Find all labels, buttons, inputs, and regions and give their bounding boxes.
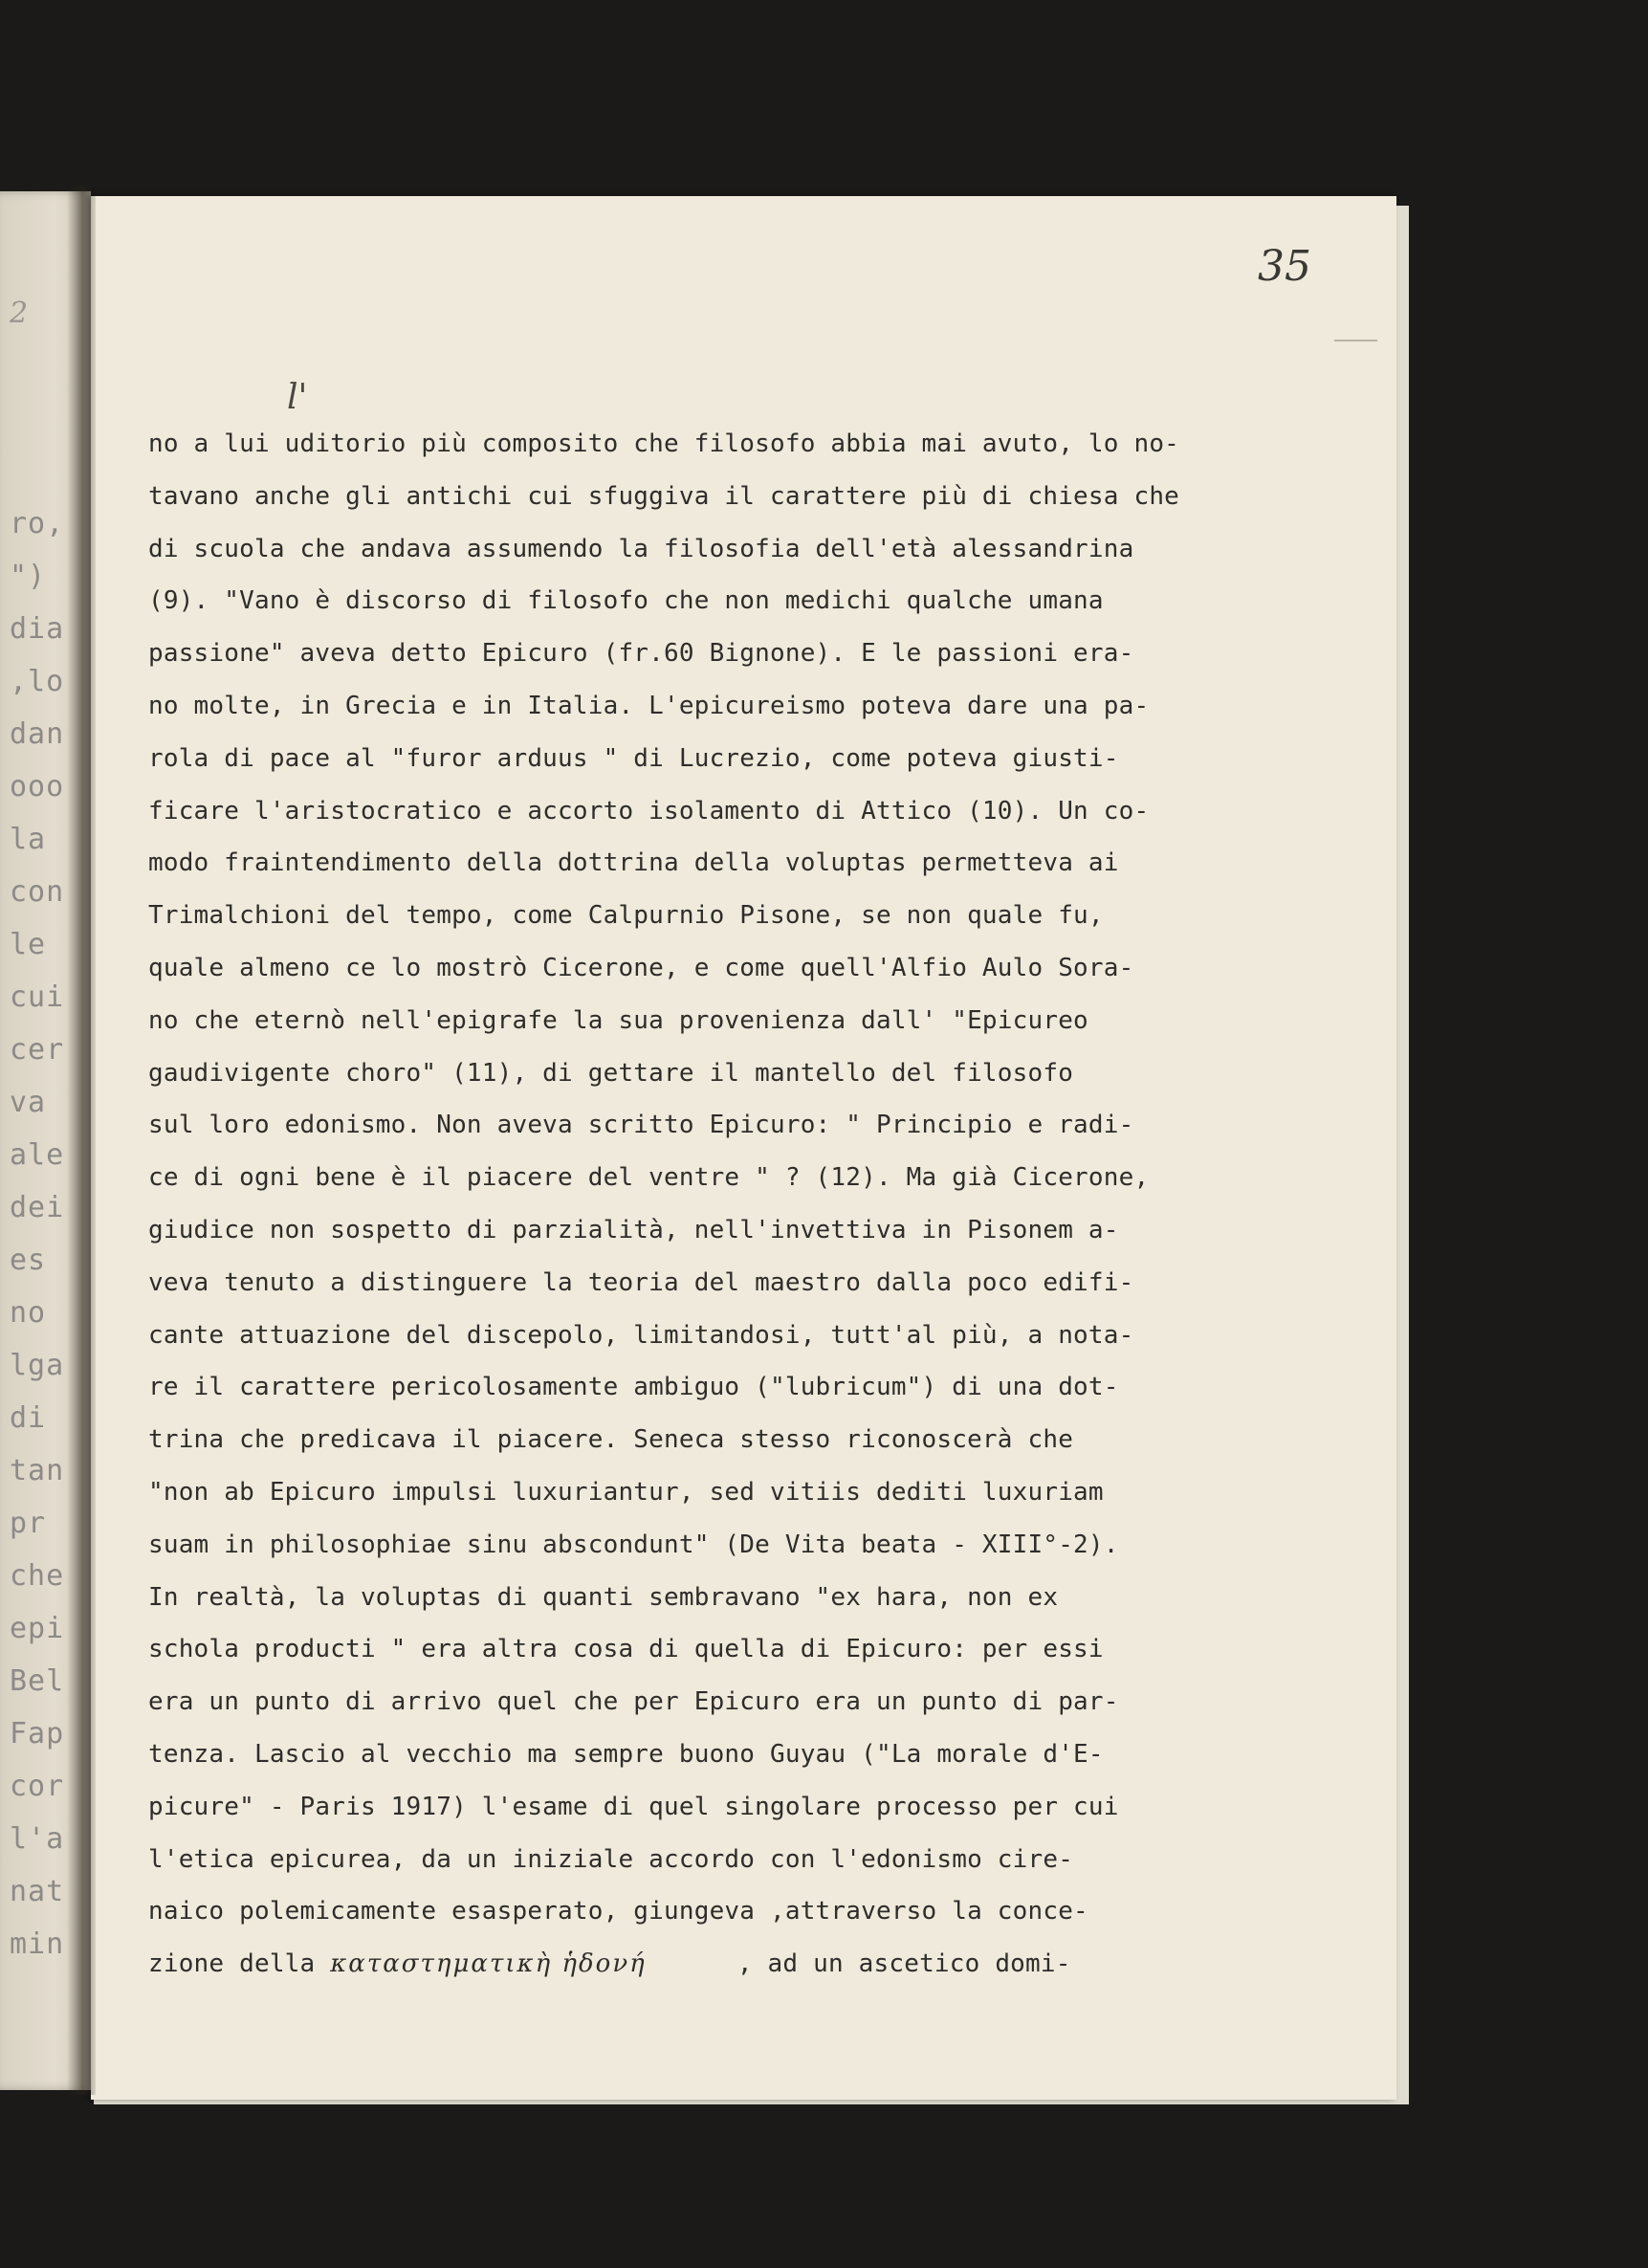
text-line: tenza. Lascio al vecchio ma sempre buono Guyau ("La morale d'E- [148, 1739, 1104, 1769]
previous-page-fragment: 2 [10, 297, 30, 330]
text-line: In realtà, la voluptas di quanti sembravano "ex hara, non ex [148, 1582, 1059, 1612]
previous-page-fragment: l'a [10, 1822, 65, 1856]
previous-page-fragment: le [10, 928, 47, 961]
previous-page-fragment: dia [10, 612, 65, 646]
binding-shadow [67, 187, 96, 2095]
last-line-suffix: , ad un ascetico domi- [646, 1949, 1071, 1979]
previous-page-fragment: cer [10, 1033, 65, 1067]
previous-page-fragment: nat [10, 1875, 65, 1908]
text-line: suam in philosophiae sinu abscondunt" (De Vita beata - XIII°-2). [148, 1530, 1119, 1559]
text-line: ce di ogni bene è il piacere del ventre " ? (12). Ma già Cicerone, [148, 1163, 1150, 1193]
text-line: Trimalchioni del tempo, come Calpurnio Pisone, se non quale fu, [148, 901, 1104, 931]
text-line: trina che predicava il piacere. Seneca stesso riconoscerà che [148, 1425, 1074, 1455]
text-line: modo fraintendimento della dottrina della voluptas permetteva ai [148, 848, 1119, 878]
previous-page-fragment: ale [10, 1138, 65, 1172]
text-line: cante attuazione del discepolo, limitandosi, tutt'al più, a nota- [148, 1320, 1134, 1350]
last-line-prefix: zione della [148, 1949, 331, 1979]
text-line: passione" aveva detto Epicuro (fr.60 Bignone). E le passioni era- [148, 639, 1134, 669]
previous-page-fragment: che [10, 1559, 65, 1593]
previous-page-fragment: lga [10, 1349, 65, 1382]
text-line: re il carattere pericolosamente ambiguo ("lubricum") di una dot- [148, 1373, 1119, 1402]
previous-page-fragment: pr [10, 1507, 47, 1540]
greek-handwritten-phrase: καταστηματικὴ ἡδονή [330, 1949, 647, 1979]
text-line: picure" - Paris 1917) l'esame di quel singolare processo per cui [148, 1792, 1119, 1821]
text-line: no a lui uditorio più composito che filosofo abbia mai avuto, lo no- [148, 429, 1180, 458]
text-line: (9). "Vano è discorso di filosofo che non medichi qualche umana [148, 586, 1104, 616]
previous-page-fragment: Fap [10, 1717, 65, 1751]
text-line: quale almeno ce lo mostrò Cicerone, e come quell'Alfio Aulo Sora- [148, 953, 1134, 982]
text-line: tavano anche gli antichi cui sfuggiva il carattere più di chiesa che [148, 481, 1180, 511]
text-line: rola di pace al "furor arduus " di Lucrezio, come poteva giusti- [148, 743, 1119, 773]
previous-page-fragment: es [10, 1244, 47, 1277]
previous-page-fragment: con [10, 875, 65, 909]
handwritten-annotation: l' [287, 378, 308, 417]
previous-page-fragment: tan [10, 1454, 65, 1487]
typescript-body [148, 418, 1411, 1991]
previous-page-fragment: la [10, 823, 47, 856]
previous-page-fragment: cui [10, 980, 65, 1014]
typescript-page [91, 196, 1396, 2100]
text-line: gaudivigente choro" (11), di gettare il mantello del filosofo [148, 1058, 1074, 1088]
text-line: era un punto di arrivo quel che per Epicuro era un punto di par- [148, 1687, 1119, 1717]
previous-page-fragment: ro, [10, 507, 65, 540]
text-line: ficare l'aristocratico e accorto isolamento di Attico (10). Un co- [148, 796, 1150, 826]
text-line: schola producti " era altra cosa di quella di Epicuro: per essi [148, 1635, 1104, 1664]
previous-page-fragment: ,lo [10, 665, 65, 698]
previous-page-fragment: dan [10, 717, 65, 751]
previous-page-fragment: cor [10, 1770, 65, 1803]
text-line-last [148, 1938, 1411, 1991]
text-line: sul loro edonismo. Non aveva scritto Epicuro: " Principio e radi- [148, 1111, 1134, 1140]
text-line: no molte, in Grecia e in Italia. L'epicureismo poteva dare una pa- [148, 691, 1150, 720]
previous-page-fragment: ") [10, 560, 47, 593]
text-line: di scuola che andava assumendo la filosofia dell'età alessandrina [148, 534, 1134, 563]
text-line: l'etica epicurea, da un iniziale accordo con l'edonismo cire- [148, 1844, 1074, 1874]
text-line: veva tenuto a distinguere la teoria del maestro dalla poco edifi- [148, 1267, 1134, 1297]
previous-page-fragment: di [10, 1401, 47, 1435]
page-number: 35 [1258, 242, 1311, 291]
previous-page-fragment: no [10, 1296, 47, 1330]
previous-page-fragment: dei [10, 1191, 65, 1224]
text-line: no che eternò nell'epigrafe la sua provenienza dall' "Epicureo [148, 1005, 1088, 1035]
text-line: "non ab Epicuro impulsi luxuriantur, sed vitiis dediti luxuriam [148, 1477, 1104, 1507]
previous-page-fragment: Bel [10, 1664, 65, 1698]
text-line: naico polemicamente esasperato, giungeva ,attraverso la conce- [148, 1897, 1088, 1927]
previous-page-fragment: va [10, 1086, 47, 1119]
previous-page-fragment: epi [10, 1612, 65, 1645]
previous-page-fragment: min [10, 1927, 65, 1961]
margin-dash [1334, 340, 1377, 341]
text-line: giudice non sospetto di parzialità, nell'invettiva in Pisonem a- [148, 1215, 1119, 1244]
previous-page-fragment: ooo [10, 770, 65, 804]
